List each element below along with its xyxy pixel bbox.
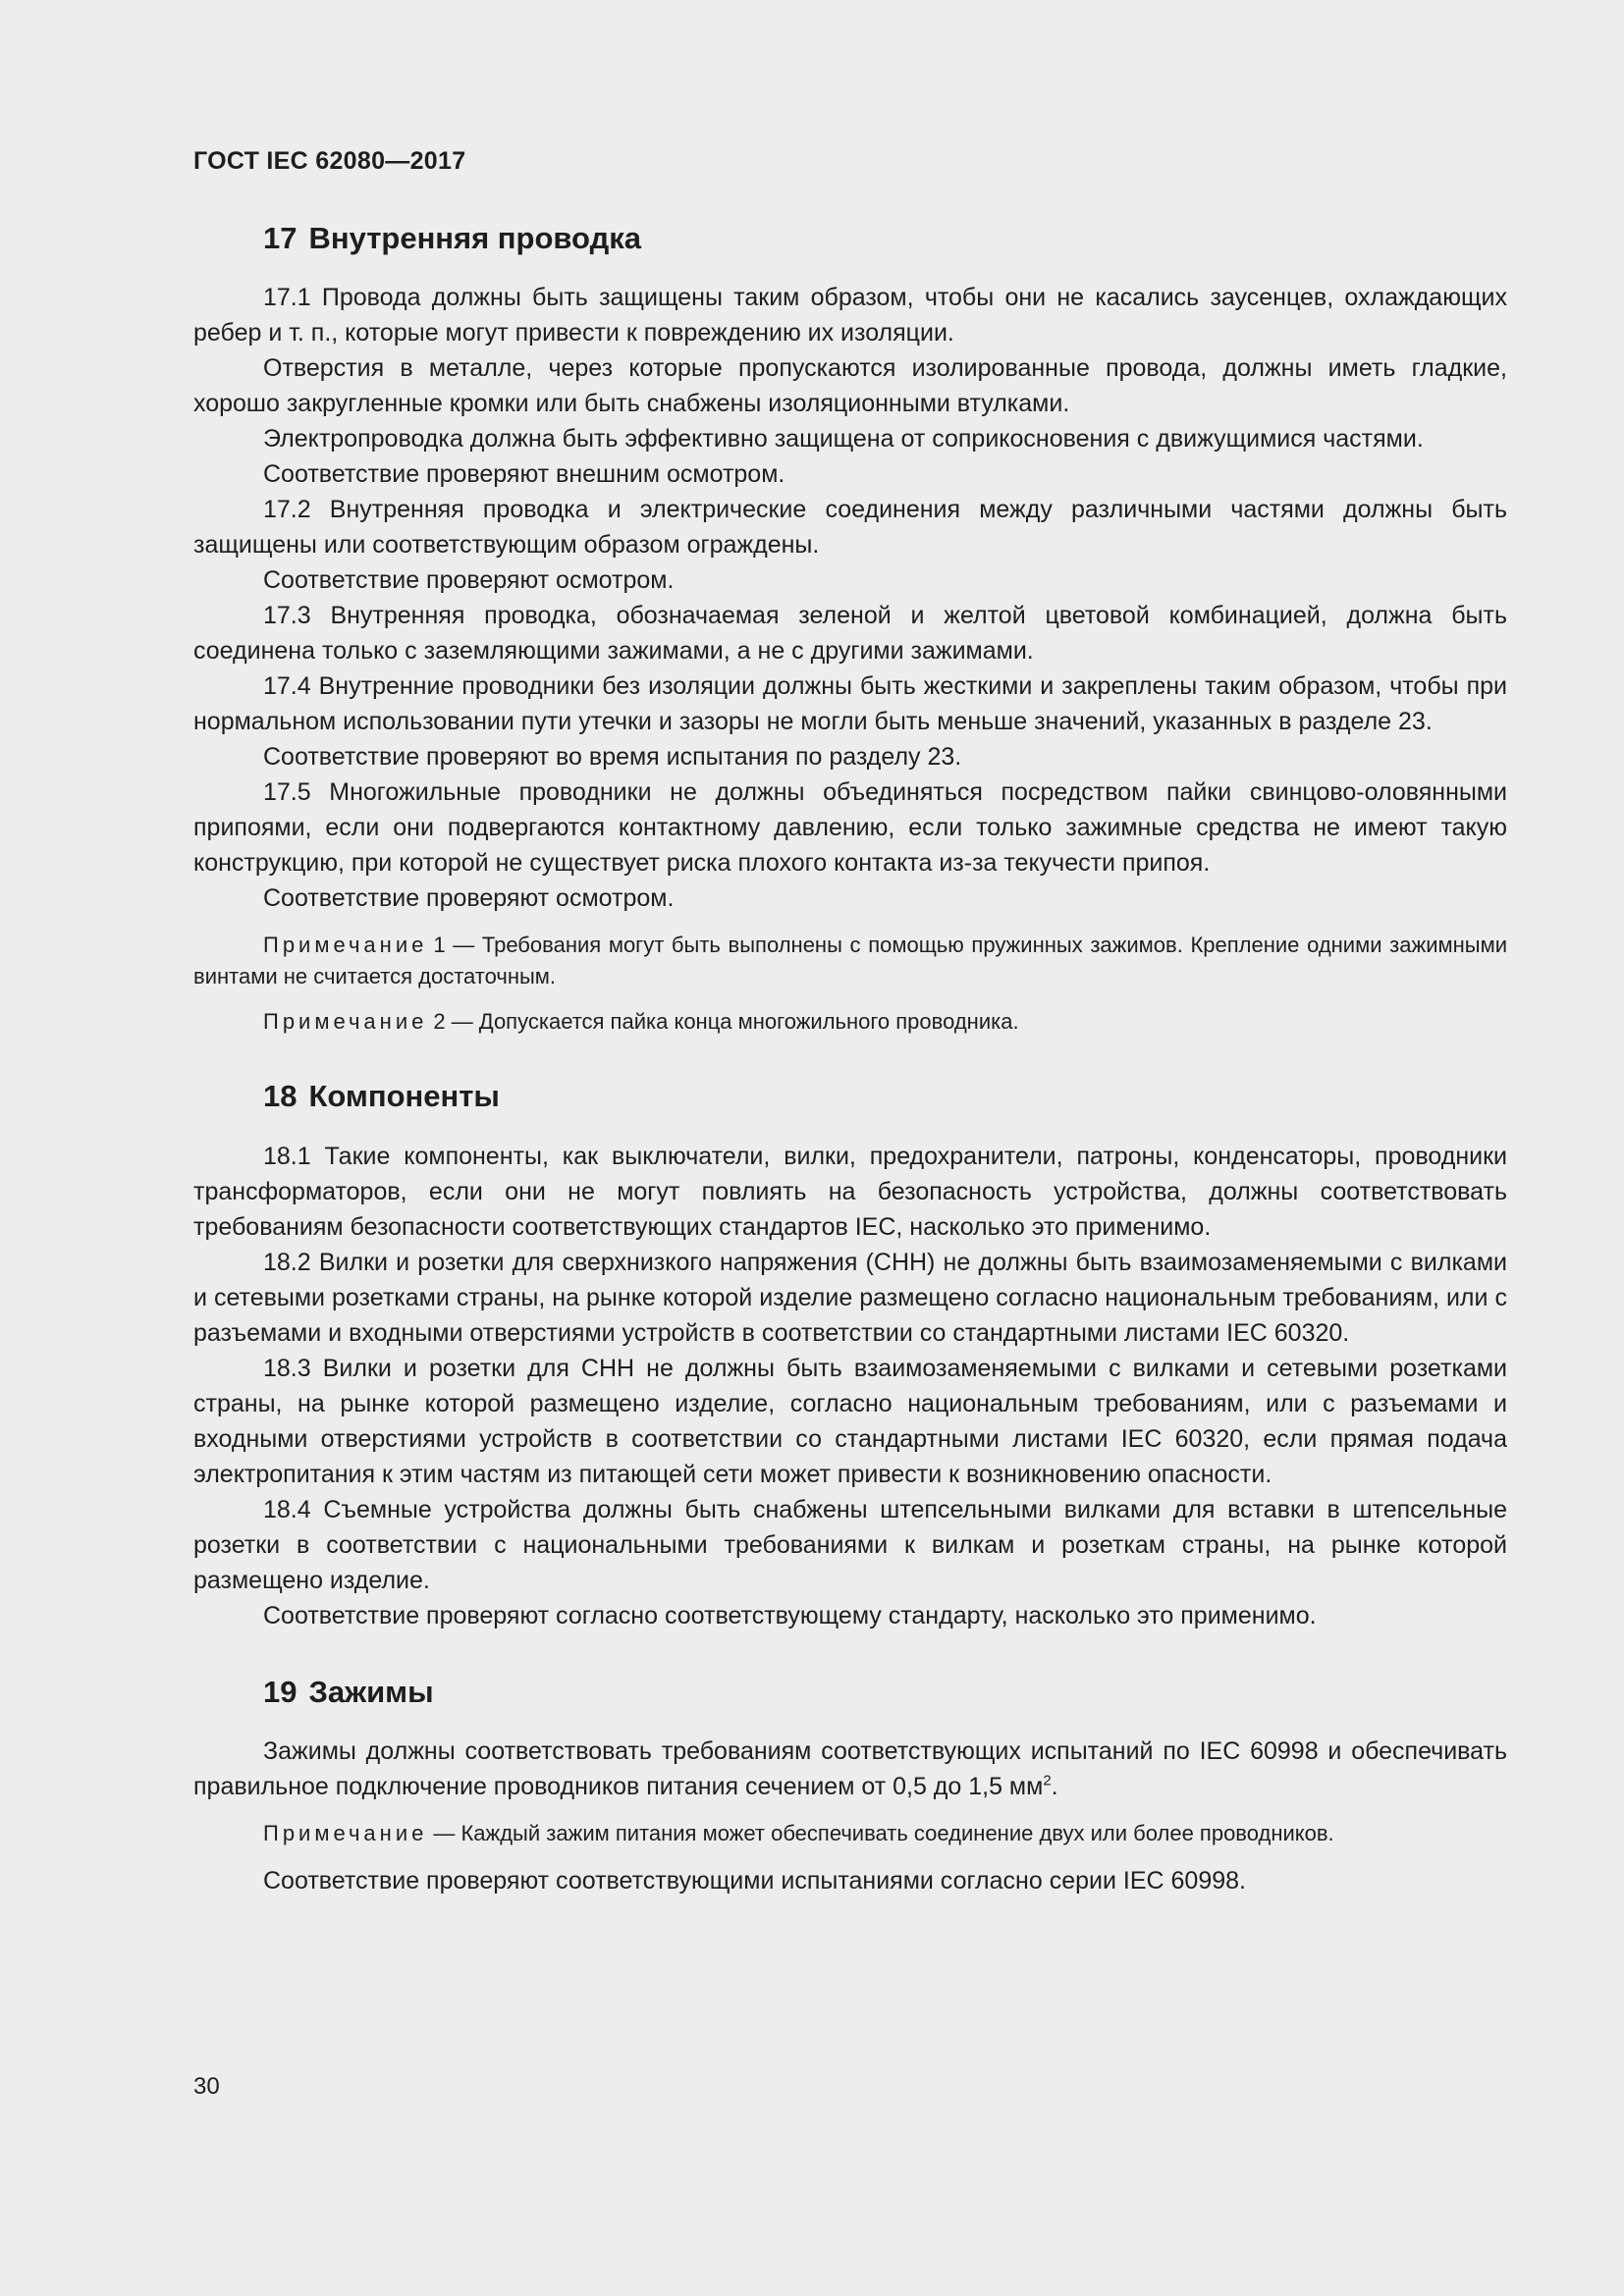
section-19-heading: [193, 1673, 1507, 1712]
paragraph: [193, 1734, 1507, 1804]
document-code: ГОСТ IEC 62080—2017: [193, 147, 466, 175]
section-title: Внутренняя проводка: [308, 221, 642, 255]
paragraph: Соответствие проверяют согласно соответствующему стандарту, насколько это применимо.: [263, 1601, 1317, 1629]
paragraph: 17.5 Многожильные проводники не должны объединяться посредством пайки свинцово-оловянными припоями, если они подвергаются контактному давлению, если только зажимные средства не имеют такую конструкцию, при которой не существует риска плохого контакта из-за текучести припоя.: [193, 778, 1507, 878]
note-label: Примечание: [263, 1820, 428, 1845]
paragraph-text: Зажимы должны соответствовать требованиям соответствующих испытаний по IEC 60998 и обеспечивать правильное подключение проводников питания сечением от 0,5 до 1,5 мм: [193, 1736, 1507, 1800]
section-18-heading: [193, 1077, 1507, 1116]
paragraph: 17.4 Внутренние проводники без изоляции должны быть жесткими и закреплены таким образом, чтобы при нормальном использовании пути утечки и зазоры не могли быть меньше значений, указанных в разделе 23.: [193, 672, 1507, 736]
section-title: Зажимы: [308, 1674, 434, 1709]
section-number: 18: [263, 1079, 298, 1114]
page-content: [193, 219, 1507, 1898]
paragraph: 18.4 Съемные устройства должны быть снабжены штепсельными вилками для вставки в штепсельные розетки в соответствии с национальными требованиями к вилкам и розеткам страны, на рынке которой размещено изделие.: [193, 1495, 1507, 1594]
paragraph: 17.1 Провода должны быть защищены таким образом, чтобы они не касались заусенцев, охлаждающих ребер и т. п., которые могут привести к повреждению их изоляции.: [193, 284, 1507, 347]
paragraph: Электропроводка должна быть эффективно защищена от соприкосновения с движущимися частями.: [263, 425, 1424, 454]
paragraph: Соответствие проверяют во время испытания по разделу 23.: [263, 743, 962, 772]
note-text: 2 — Допускается пайка конца многожильного проводника.: [433, 1009, 1019, 1035]
note-text: 1 — Требования могут быть выполнены с помощью пружинных зажимов. Крепление одними зажимными винтами не считается достаточным.: [193, 933, 1507, 989]
note-label: Примечание: [263, 1009, 428, 1035]
paragraph: Соответствие проверяют осмотром.: [263, 566, 675, 595]
paragraph: Соответствие проверяют внешним осмотром.: [263, 460, 785, 489]
paragraph: 18.3 Вилки и розетки для СНН не должны быть взаимозаменяемыми с вилками и сетевыми розетками страны, на рынке которой размещено изделие, согласно национальным требованиям, или с разъемами и входными отверстиями устройств в соответствии со стандартными листами IEC 60320, если прямая подача электропитания к этим частям из питающей сети может привести к возникновению опасности.: [193, 1354, 1507, 1488]
paragraph: Соответствие проверяют осмотром.: [263, 884, 675, 913]
section-17-heading: [193, 219, 1507, 258]
superscript: 2: [1043, 1772, 1052, 1789]
note-label: Примечание: [263, 933, 428, 958]
paragraph-end: .: [1051, 1772, 1058, 1800]
paragraph: Соответствие проверяют соответствующими испытаниями согласно серии IEC 60998.: [263, 1866, 1246, 1895]
paragraph: 17.2 Внутренняя проводка и электрические соединения между различными частями должны быть защищены или соответствующим образом ограждены.: [193, 496, 1507, 560]
note: [193, 1818, 1507, 1849]
section-number: 19: [263, 1674, 298, 1709]
note-text: — Каждый зажим питания может обеспечивать соединение двух или более проводников.: [433, 1820, 1334, 1845]
paragraph: 18.1 Такие компоненты, как выключатели, вилки, предохранители, патроны, конденсаторы, проводники трансформаторов, если они не могут повлиять на безопасность устройства, должны соответствовать требованиям безопасности соответствующих стандартов IEC, насколько это применимо.: [193, 1142, 1507, 1241]
paragraph: Отверстия в металле, через которые пропускаются изолированные провода, должны иметь гладкие, хорошо закругленные кромки или быть снабжены изоляционными втулками.: [193, 354, 1507, 418]
section-title: Компоненты: [308, 1079, 500, 1114]
page-number: 30: [193, 2073, 220, 2100]
paragraph: 17.3 Внутренняя проводка, обозначаемая зеленой и желтой цветовой комбинацией, должна быть соединена только с заземляющими зажимами, а не с другими зажимами.: [193, 602, 1507, 666]
section-number: 17: [263, 221, 298, 255]
paragraph: 18.2 Вилки и розетки для сверхнизкого напряжения (СНН) не должны быть взаимозаменяемыми с вилками и сетевыми розетками страны, на рынке которой изделие размещено согласно национальным требованиям, или с разъемами и входными отверстиями устройств в соответствии со стандартными листами IEC 60320.: [193, 1248, 1507, 1347]
note: [193, 1006, 1507, 1038]
note: [193, 930, 1507, 992]
